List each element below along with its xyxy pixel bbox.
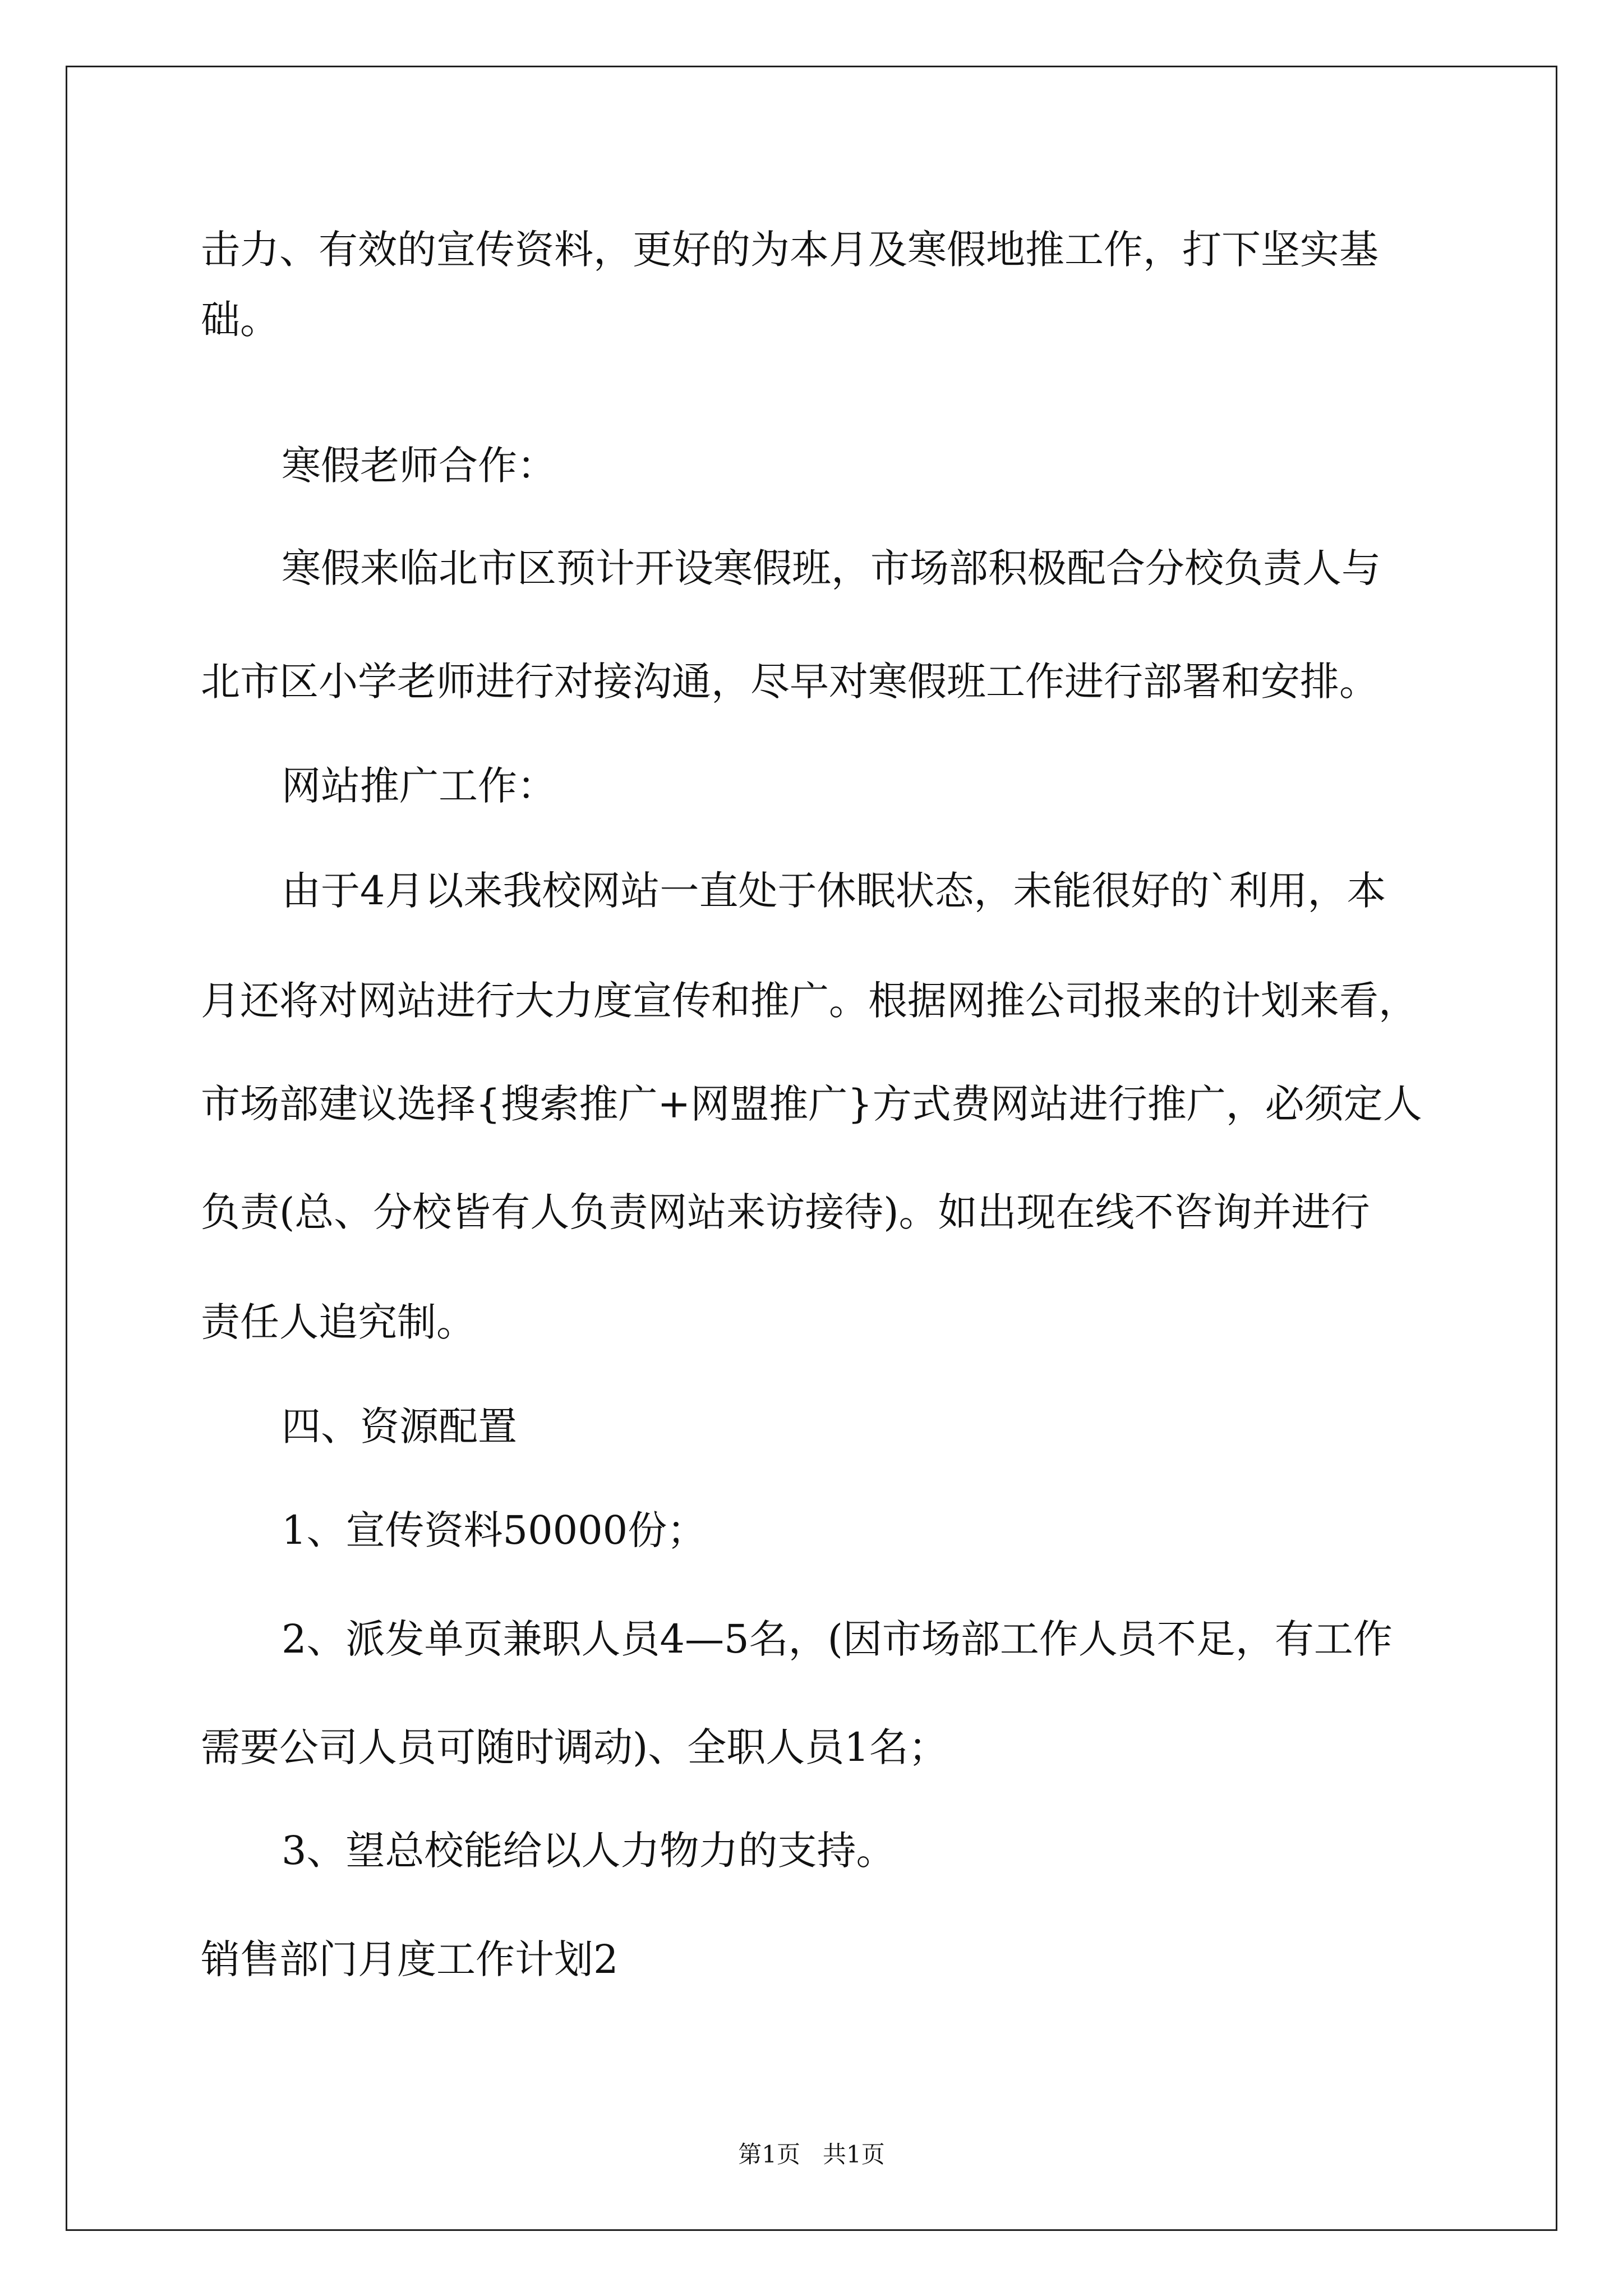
- list-item: 2、派发单页兼职人员4—5名，(因市场部工作人员不足，有工作: [282, 1616, 1393, 1662]
- body-text-line: 础。: [201, 297, 279, 343]
- section-heading: 网站推广工作：: [282, 763, 556, 809]
- body-text-line: 寒假来临北市区预计开设寒假班，市场部积极配合分校负责人与: [282, 545, 1381, 591]
- section-heading: 寒假老师合作：: [282, 443, 556, 489]
- body-text-line: 由于4月以来我校网站一直处于休眠状态，未能很好的`利用，本: [282, 868, 1386, 914]
- page-number-footer: 第1页 共1页: [738, 2141, 885, 2168]
- body-text-line: 市场部建议选择{搜索推广+网盟推广}方式费网站进行推广，必须定人: [201, 1081, 1422, 1127]
- body-text-line: 北市区小学老师进行对接沟通，尽早对寒假班工作进行部署和安排。: [201, 659, 1378, 705]
- document-title: 销售部门月度工作计划2: [201, 1936, 619, 1982]
- section-heading: 四、资源配置: [282, 1404, 517, 1450]
- body-text-line: 负责(总、分校皆有人负责网站来访接待)。如出现在线不咨询并进行: [201, 1189, 1370, 1235]
- list-item: 1、宣传资料50000份；: [282, 1507, 707, 1553]
- body-text-line: 击力、有效的宣传资料，更好的为本月及寒假地推工作，打下坚实基: [201, 227, 1378, 273]
- body-text-line: 需要公司人员可随时调动)、全职人员1名；: [201, 1724, 948, 1770]
- body-text-line: 责任人追究制。: [201, 1299, 476, 1345]
- body-text-line: 月还将对网站进行大力度宣传和推广。根据网推公司报来的计划来看，: [201, 978, 1418, 1024]
- list-item: 3、望总校能给以人力物力的支持。: [282, 1828, 896, 1874]
- page-border: [66, 66, 1557, 2231]
